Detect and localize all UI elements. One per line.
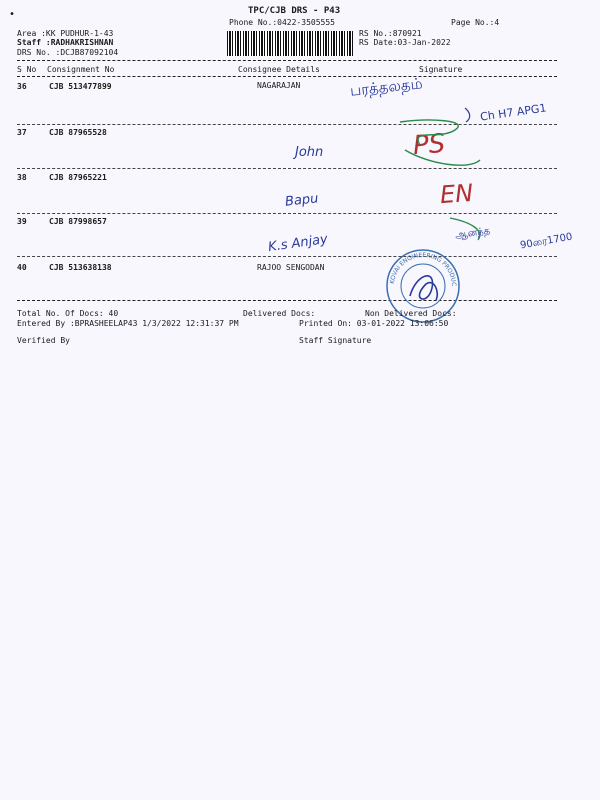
row-sno: 37 (17, 128, 27, 137)
rs-number: RS No.:870921 (359, 29, 422, 38)
verified-by: Verified By (17, 336, 70, 345)
printed-on: Printed On: 03-01-2022 13:06:50 (299, 319, 449, 328)
rs-date: RS Date:03-Jan-2022 (359, 38, 451, 47)
handwritten-signature: பரத்தலதம் (349, 74, 424, 100)
non-delivered-docs: Non Delivered Docs: (365, 309, 457, 318)
page-number: Page No.:4 (451, 18, 500, 27)
col-consignment: Consignment No (47, 65, 115, 74)
handwritten-initials: EN (439, 178, 475, 210)
handwritten-signature: Bapu (284, 191, 320, 210)
handwritten-initials: PS (411, 128, 447, 162)
row-consignment: CJB 87965221 (49, 173, 107, 182)
row-sno: 39 (17, 217, 27, 226)
stamp-text: KOVAI ENGINEERING PRODUC (389, 251, 458, 287)
staff-label: Staff :RADHAKRISHNAN (17, 38, 114, 47)
row-consignment: CJB 513638138 (49, 263, 112, 272)
row-sno: 38 (17, 173, 27, 182)
handwritten-signature: John (295, 145, 324, 160)
row-consignment: CJB 87998657 (49, 217, 107, 226)
col-sno: S No (17, 65, 37, 74)
corner-mark: • (9, 9, 16, 20)
area-label: Area :KK PUDHUR-1-43 (17, 29, 114, 38)
col-signature: Signature (419, 65, 463, 74)
handwritten-note: 90ரை1700 (519, 231, 574, 252)
handwritten-note: Ch H7 APG1 (479, 101, 548, 124)
delivered-docs: Delivered Docs: (243, 309, 316, 318)
entered-by: Entered By :BPRASHEELAP43 1/3/2022 12:31:37 PM (17, 319, 239, 328)
row-sno: 36 (17, 82, 27, 91)
handwritten-note: ஆனந்த (454, 225, 491, 242)
row-consignee: NAGARAJAN (257, 81, 301, 90)
total-docs: Total No. Of Docs: 40 (17, 309, 119, 318)
row-consignment: CJB 513477899 (49, 82, 112, 91)
svg-text:KOVAI ENGINEERING PRODUCTS (382, 248, 457, 287)
row-consignee: RAJOO SENGODAN (257, 263, 325, 272)
staff-signature: Staff Signature (299, 336, 372, 345)
report-title: TPC/CJB DRS - P43 (248, 6, 341, 16)
col-consignee: Consignee Details (238, 65, 320, 74)
drs-number: DRS No. :DCJB87092104 (17, 48, 119, 57)
row-sno: 40 (17, 263, 27, 272)
row-consignment: CJB 87965528 (49, 128, 107, 137)
handwritten-signature: K.s Anjay (267, 231, 329, 256)
phone-number: Phone No.:0422-3505555 (229, 18, 335, 27)
